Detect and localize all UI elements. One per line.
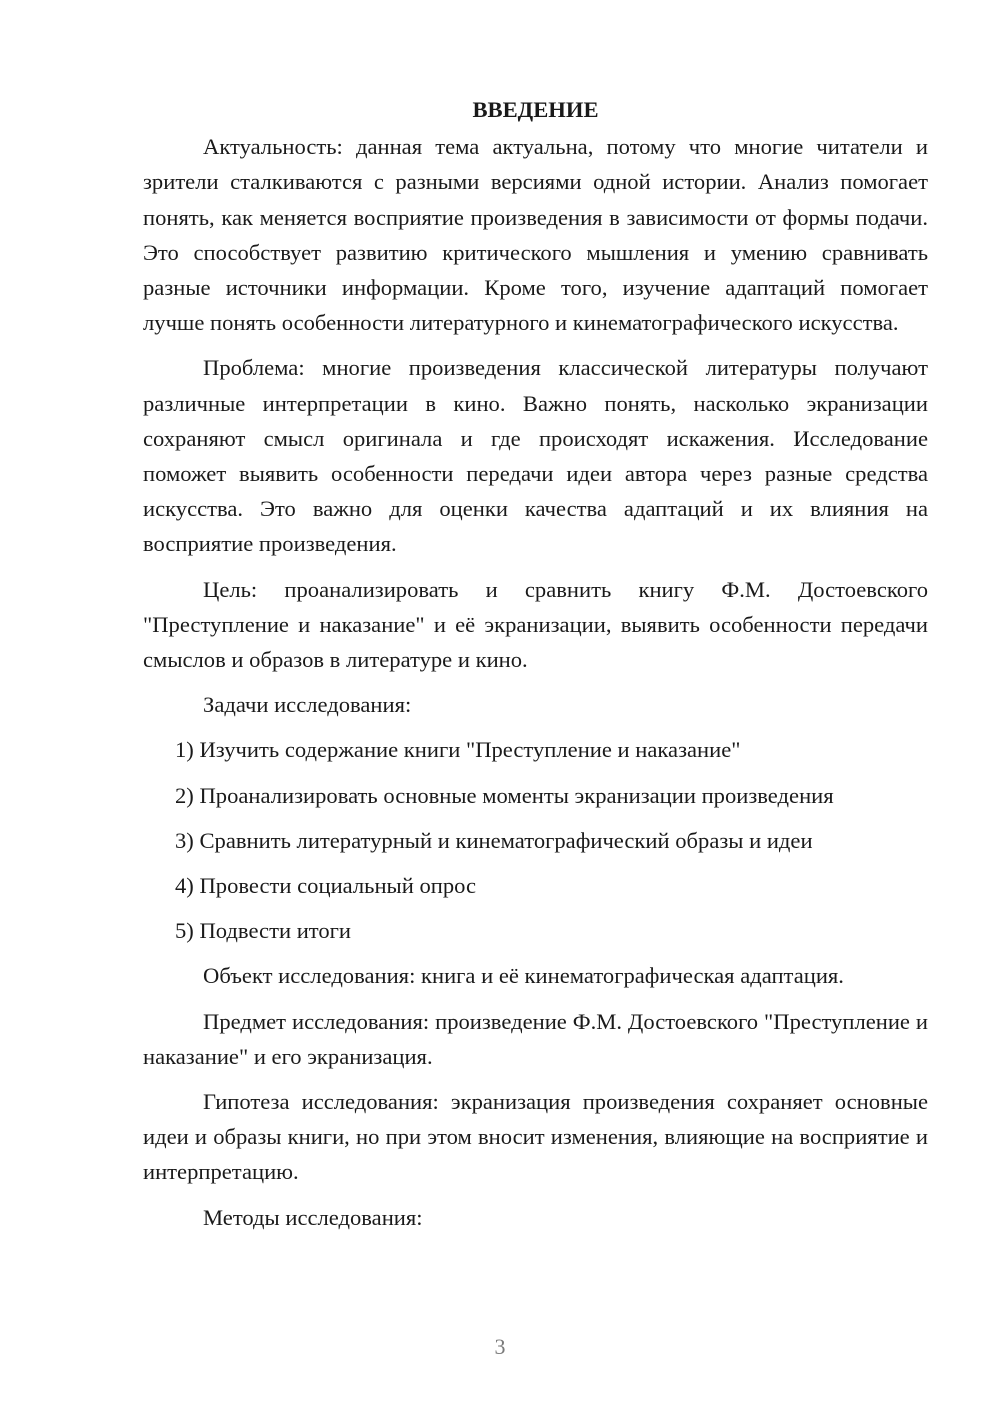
subject-paragraph: Предмет исследования: произведение Ф.М. Достоевского "Преступление и наказание" и его экранизация. bbox=[143, 1008, 928, 1069]
problem-paragraph: Проблема: многие произведения классической литературы получают различные интерпретации в кино. Важно понять, насколько экранизации сохраняют смысл оригинала и где происходят искажения. Исследование поможет выявить особенности передачи идеи автора через разные средства искусства. Это важно для оценки качества адаптаций и их влияния на восприятие произведения. bbox=[143, 355, 928, 557]
goal-paragraph: Цель: проанализировать и сравнить книгу Ф.М. Достоевского "Преступление и наказание" и её экранизации, выявить особенности передачи смыслов и образов в литературе и кино. bbox=[143, 576, 928, 673]
methods-heading: Методы исследования: bbox=[203, 1204, 423, 1230]
document-page bbox=[143, 92, 928, 1245]
object-paragraph: Объект исследования: книга и её кинематографическая адаптация. bbox=[203, 963, 844, 989]
relevance-paragraph: Актуальность: данная тема актуальна, потому что многие читатели и зрители сталкиваются с разными версиями одной истории. Анализ помогает понять, как меняется восприятие произведения в зависимости от формы подачи. Это способствует развитию критического мышления и умению сравнивать разные источники информации. Кроме того, изучение адаптаций помогает лучше понять особенности литературного и кинематографического искусства. bbox=[143, 134, 928, 336]
list-item: 5) Подвести итоги bbox=[175, 918, 352, 944]
tasks-heading: Задачи исследования: bbox=[203, 692, 412, 718]
list-item: 3) Сравнить литературный и кинематографический образы и идеи bbox=[175, 827, 813, 853]
page-title: ВВЕДЕНИЕ bbox=[472, 97, 599, 122]
list-item: 2) Проанализировать основные моменты экранизации произведения bbox=[175, 782, 834, 808]
page-number: 3 bbox=[494, 1334, 506, 1359]
hypothesis-paragraph: Гипотеза исследования: экранизация произведения сохраняет основные идеи и образы книги, но при этом вносит изменения, влияющие на восприятие и интерпретацию. bbox=[143, 1089, 928, 1185]
list-item: 1) Изучить содержание книги "Преступление и наказание" bbox=[175, 737, 741, 763]
list-item: 4) Провести социальный опрос bbox=[175, 873, 477, 899]
tasks-list bbox=[143, 732, 928, 948]
